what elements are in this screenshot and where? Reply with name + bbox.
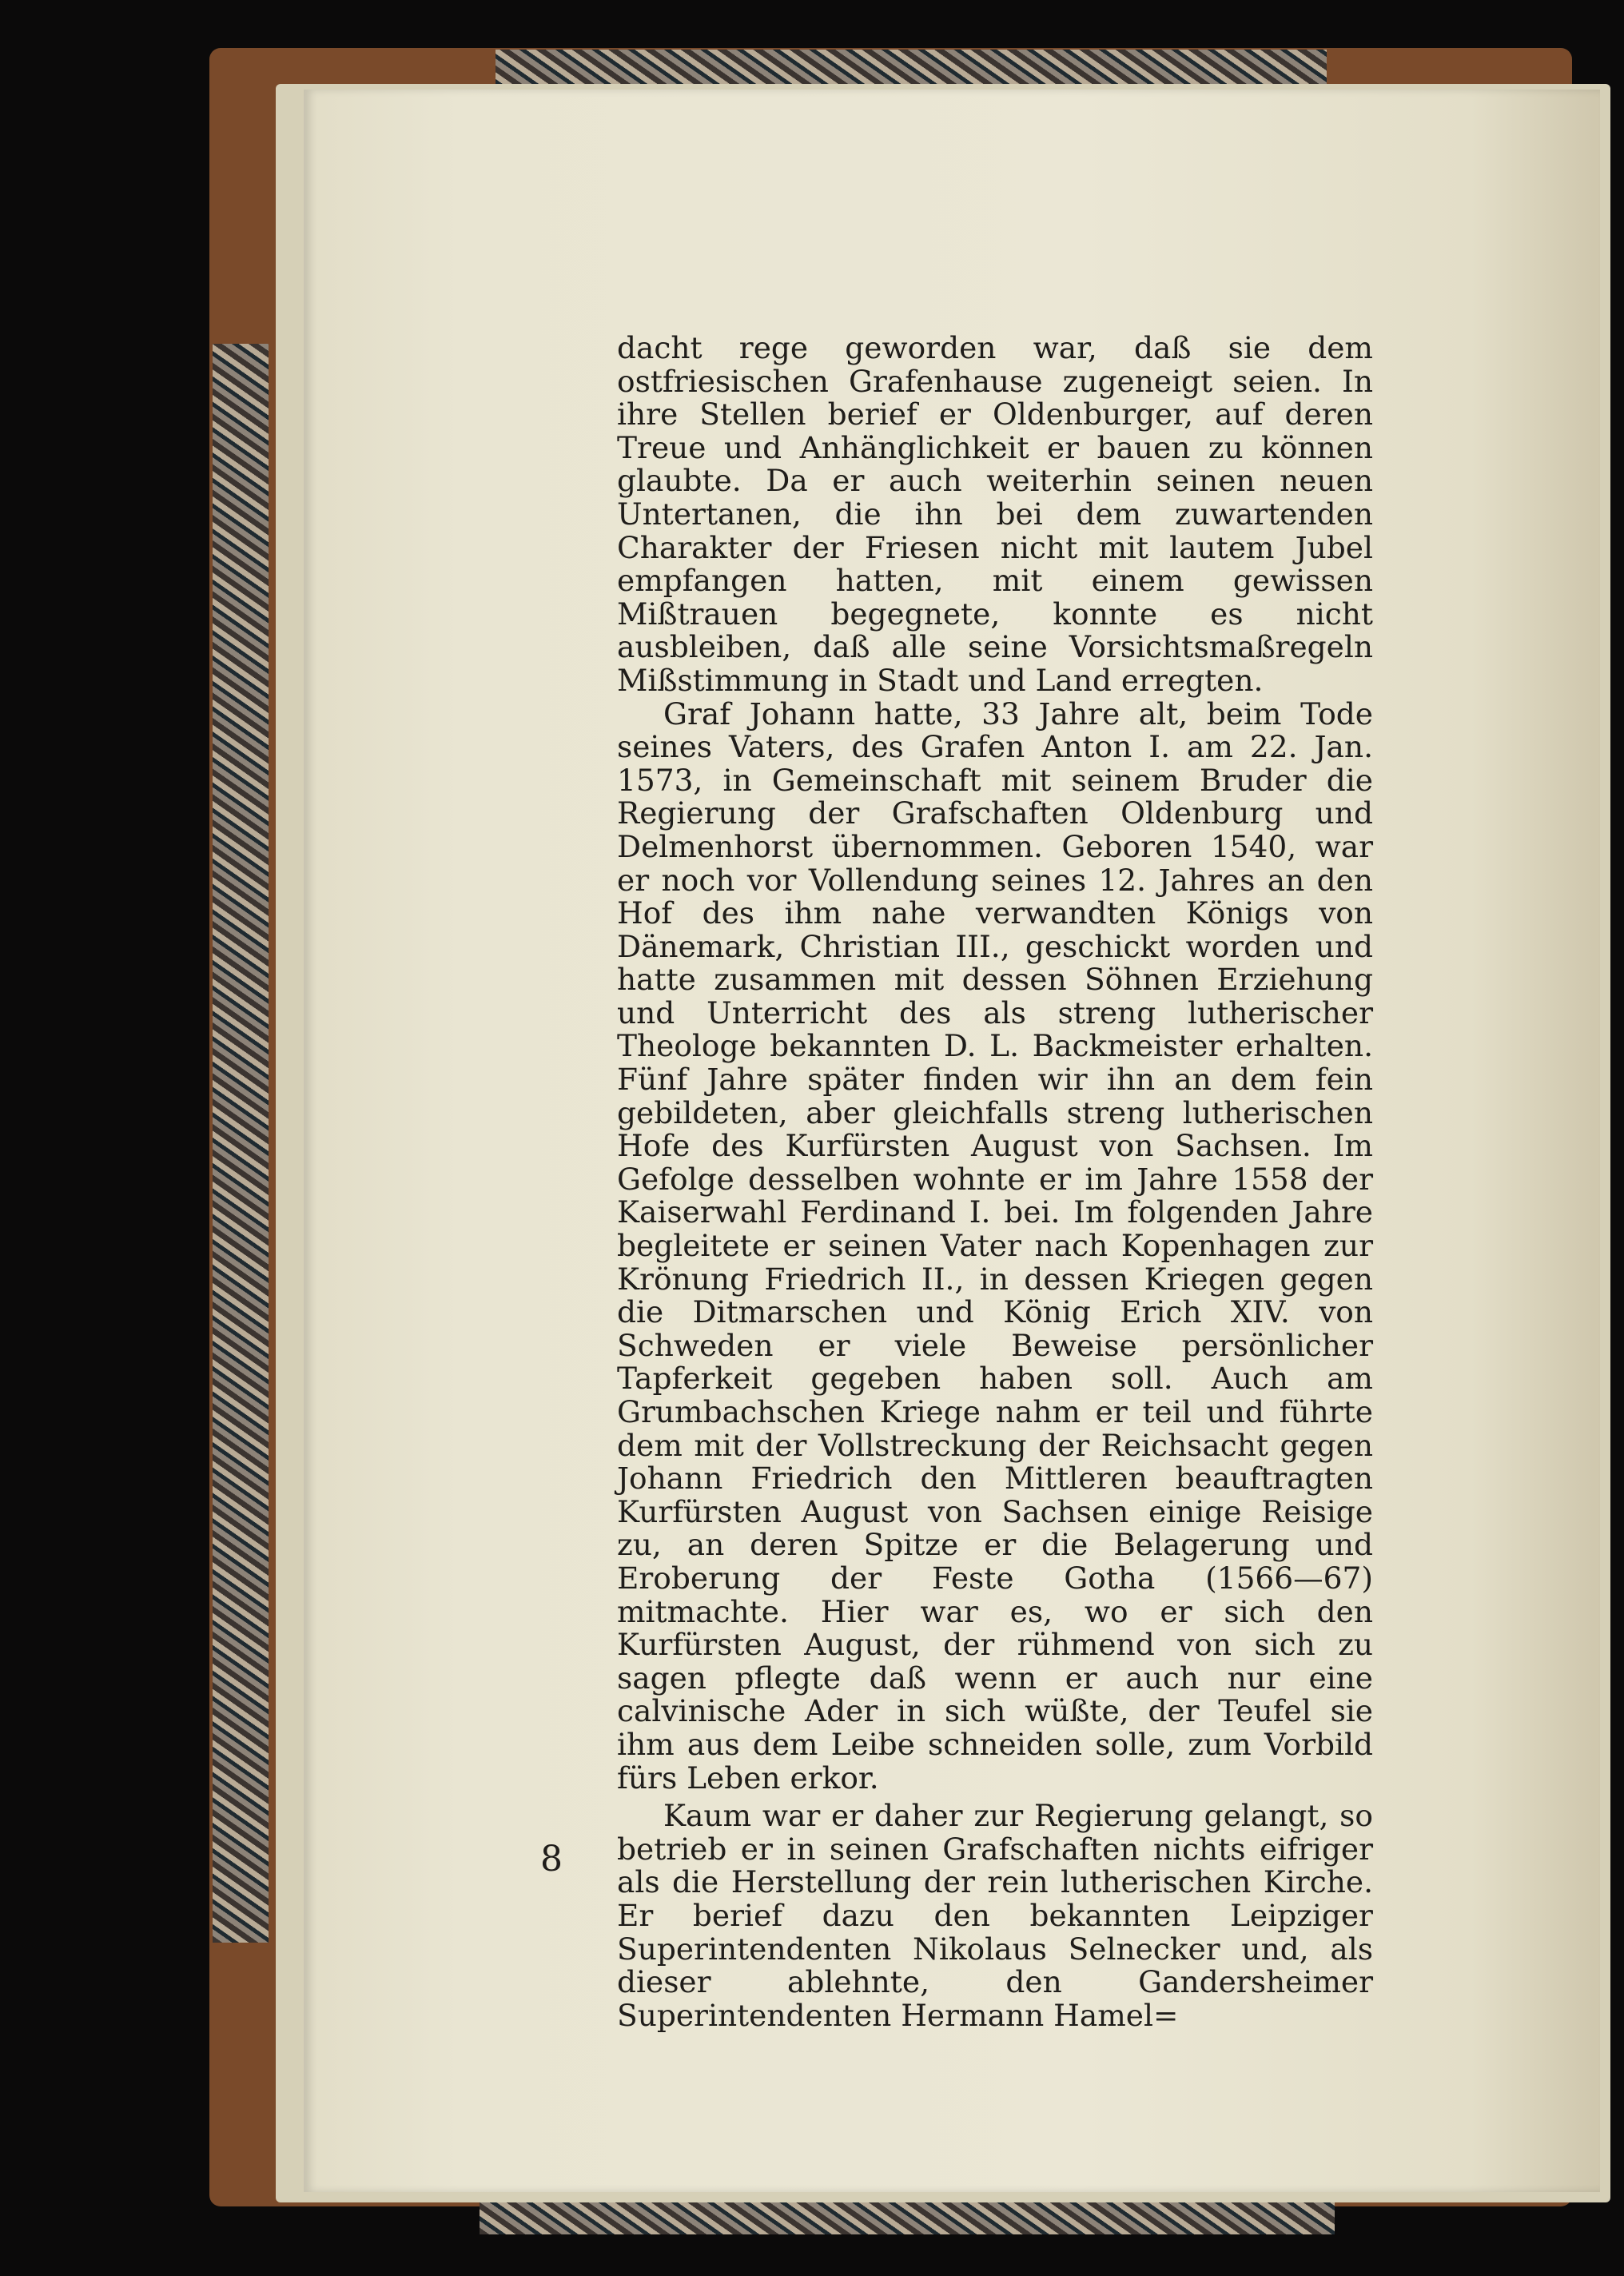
marbled-edge-left	[213, 344, 269, 1943]
page-number: 8	[540, 1839, 563, 1879]
marbled-edge-bottom	[480, 2198, 1335, 2234]
paragraph-3: Kaum war er daher zur Regierung gelangt, so betrieb er in seinen Grafschaften nichts eifriger als die Herstellung der rein lutherischen Kirche. Er berief dazu den bekannten Leipziger Superintendenten Nikolaus Selnecker und, als dieser ablehnte, den Gandersheimer Superintendenten Hermann Hamel=	[617, 1798, 1373, 2033]
paragraph-1: dacht rege geworden war, daß sie dem ostfriesischen Grafenhause zugeneigt seien. In ihre Stellen berief er Oldenburger, auf deren Treue und Anhänglichkeit er bauen zu können glaubte. Da er auch weiterhin seinen neuen Untertanen, die ihn bei dem zuwartenden Charakter der Friesen nicht mit lautem Jubel empfangen hatten, mit einem gewissen Mißtrauen begegnete, konnte es nicht ausbleiben, daß alle seine Vorsichtsmaßregeln Mißstimmung in Stadt und Land erregten.	[617, 330, 1373, 698]
paragraph-2: Graf Johann hatte, 33 Jahre alt, beim Tode seines Vaters, des Grafen Anton I. am 22. Jan. 1573, in Gemeinschaft mit seinem Bruder die Regierung der Grafschaften Oldenburg und Delmenhorst übernommen. Geboren 1540, war er noch vor Vollendung seines 12. Jahres an den Hof des ihm nahe verwandten Königs von Dänemark, Christian III., geschickt worden und hatte zusammen mit dessen Söhnen Erziehung und Unterricht des als streng lutherischer Theologe bekannten D. L. Backmeister erhalten. Fünf Jahre später finden wir ihn an dem fein gebildeten, aber gleichfalls streng lutherischen Hofe des Kurfürsten August von Sachsen. Im Gefolge desselben wohnte er im Jahre 1558 der Kaiserwahl Ferdinand I. bei. Im folgenden Jahre begleitete er seinen Vater nach Kopenhagen zur Krönung Friedrich II., in dessen Kriegen gegen die Ditmarschen und König Erich XIV. von Schweden er viele Beweise persönlicher Tapferkeit gegeben haben soll. Auch am Grumbachschen Kriege nahm er teil und führte dem mit der Vollstreckung der Reichsacht gegen Johann Friedrich den Mittleren beauftragten Kurfürsten August von Sachsen einige Reisige zu, an deren Spitze er die Belagerung und Eroberung der Feste Gotha (1566—67) mitmachte. Hier war es, wo er sich den Kurfürsten August, der rühmend von sich zu sagen pflegte daß wenn er auch nur eine calvinische Ader in sich wüßte, der Teufel sie ihm aus dem Leibe schneiden solle, zum Vorbild fürs Leben erkor.	[617, 696, 1373, 1796]
page-text	[617, 332, 1373, 2032]
